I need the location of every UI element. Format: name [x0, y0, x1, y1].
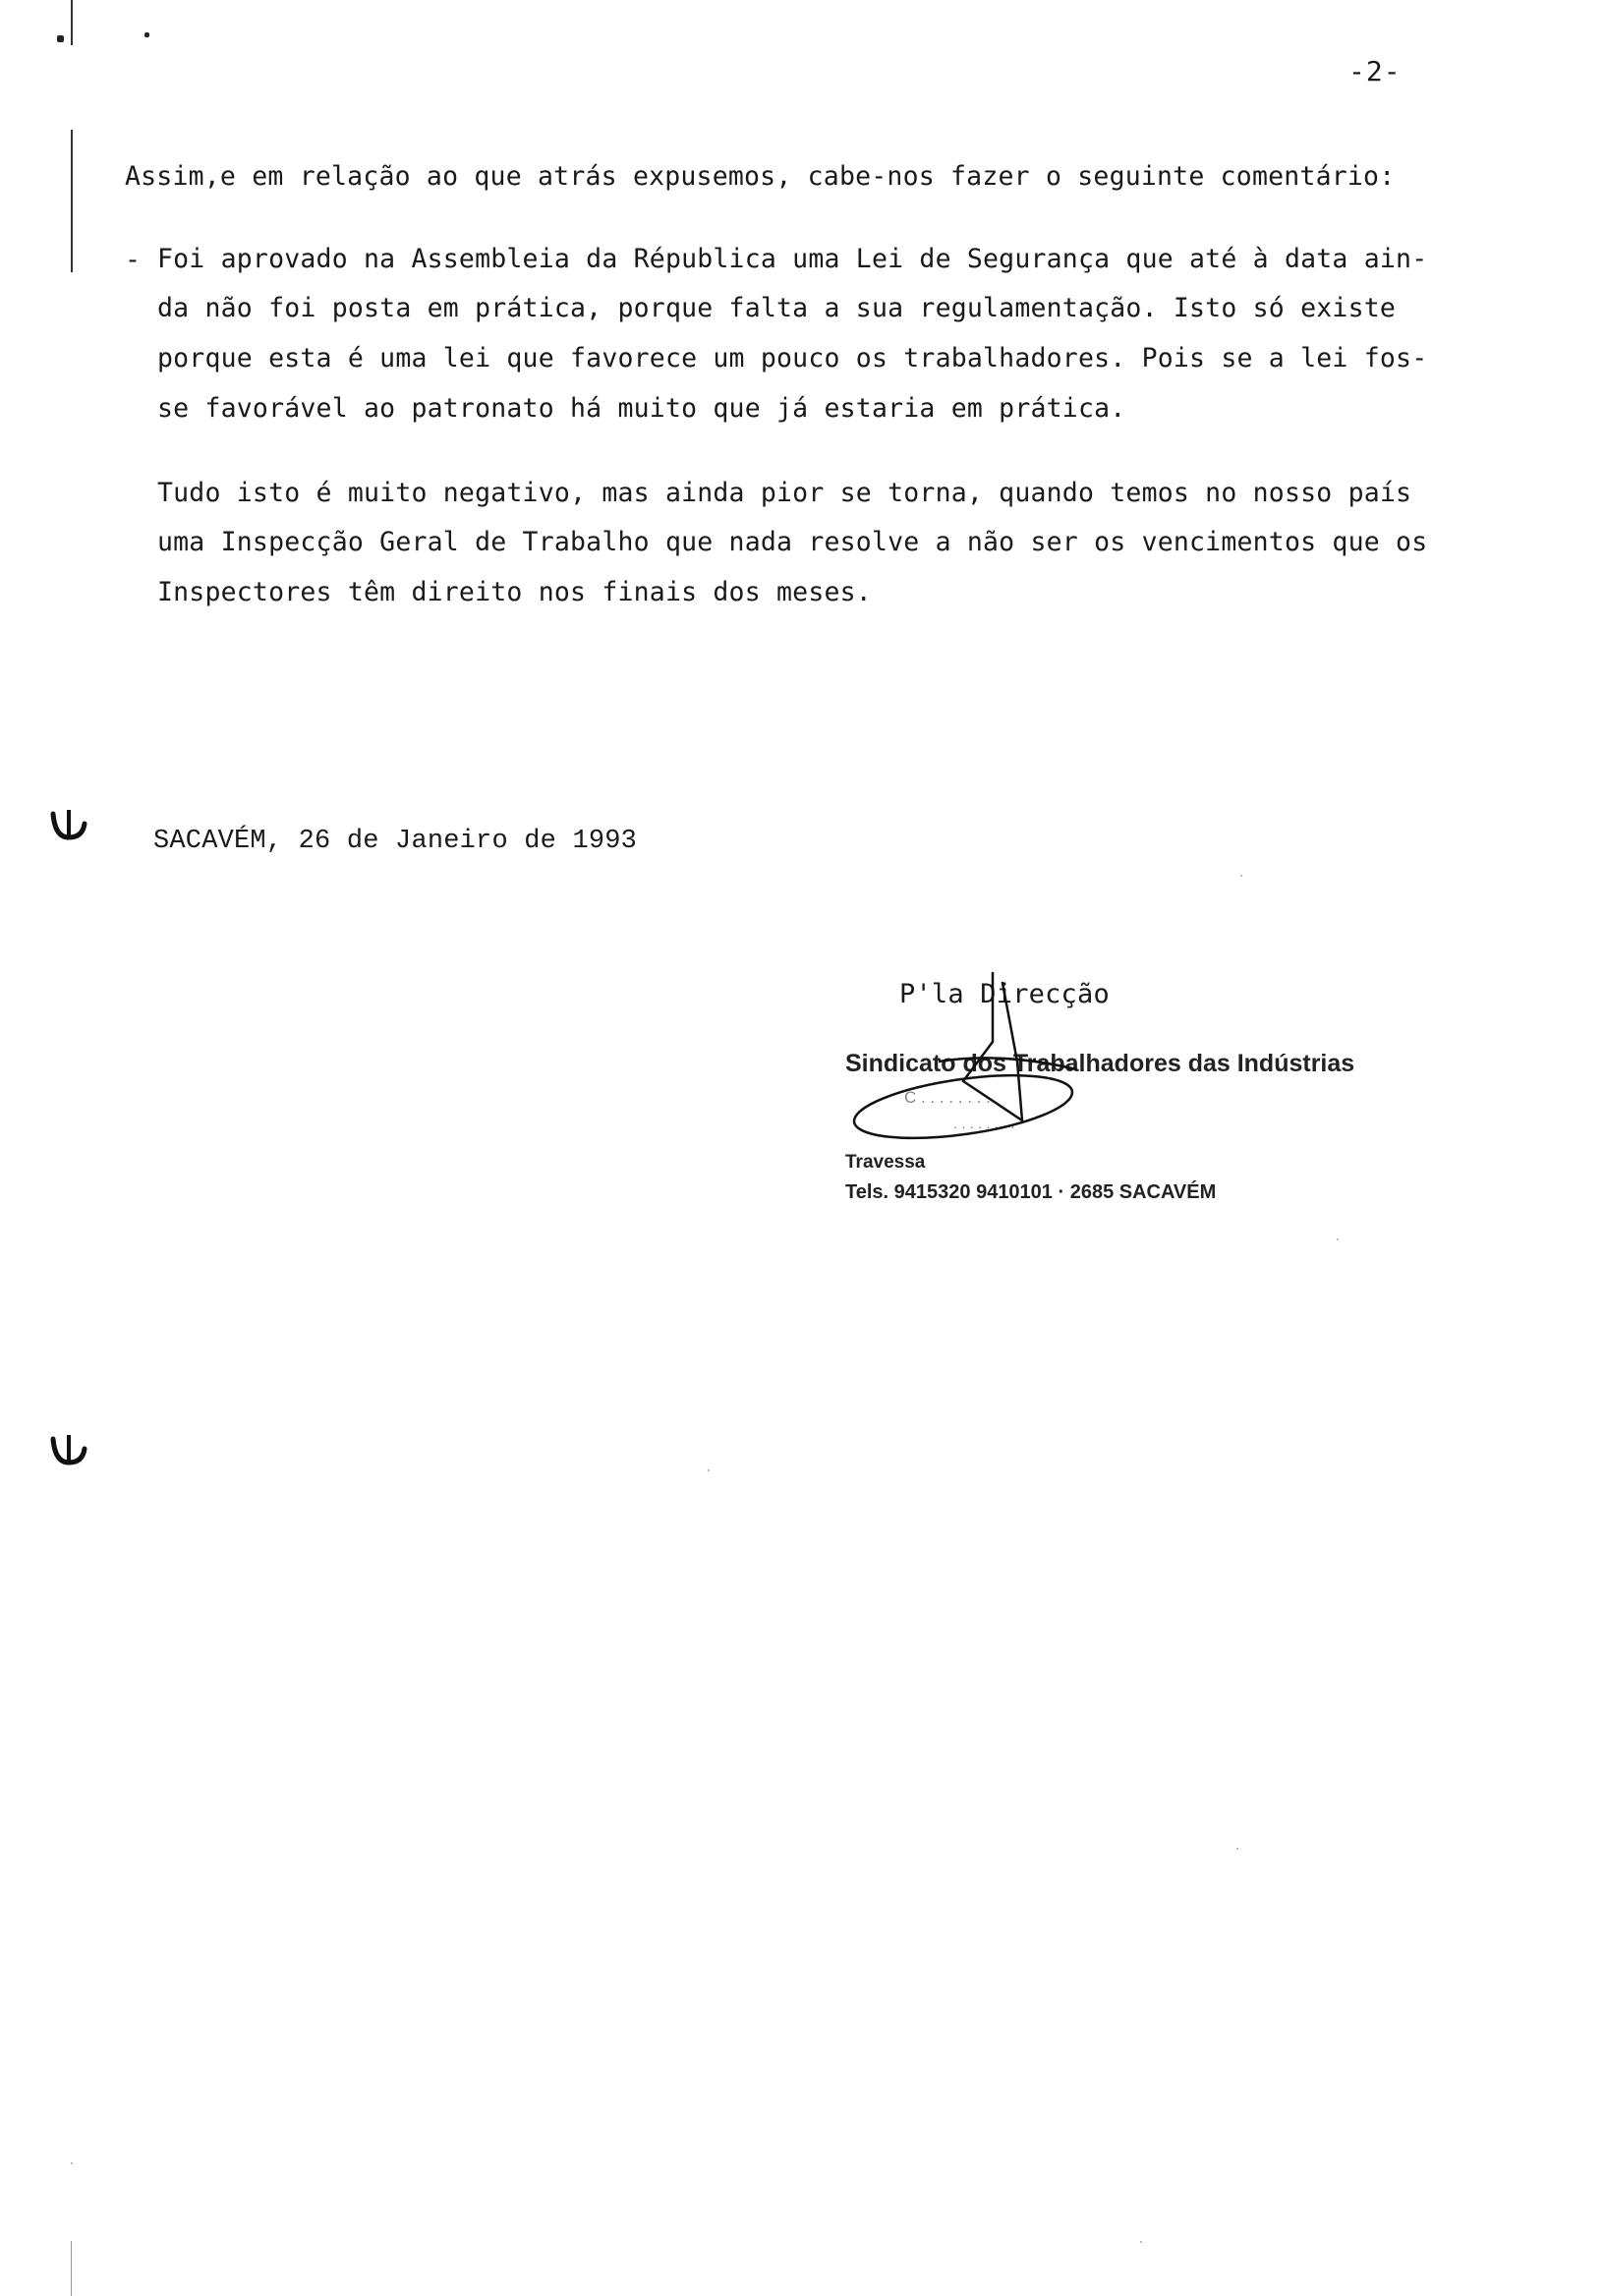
scan-speck: [1236, 1848, 1238, 1850]
scan-speck: [1337, 1238, 1339, 1240]
stamp-line: Sindicato dos Trabalhadores das Indústrias: [845, 1050, 1355, 1077]
scan-speck: [71, 2162, 73, 2164]
date-line: SACAVÉM, 26 de Janeiro de 1993: [153, 827, 638, 856]
paragraph-line: da não foi posta em prática, porque falta a sua regulamentação. Isto só existe: [157, 293, 1397, 323]
stamp-line: Tels. 9415320 9410101 · 2685 SACAVÉM: [845, 1181, 1217, 1203]
margin-line: [71, 0, 73, 45]
stamp-line: Travessa: [845, 1152, 926, 1173]
bullet-dash: -: [125, 245, 141, 275]
punch-hole-mark-icon: [49, 808, 88, 843]
paragraph-line: Foi aprovado na Assembleia da Républica uma Lei de Segurança que até à data ain-: [157, 244, 1428, 274]
scan-dot: [57, 35, 64, 42]
margin-line: [71, 130, 73, 272]
page-number: -2-: [1348, 55, 1402, 87]
union-stamp: [845, 1022, 1355, 1219]
paragraph-line: Inspectores têm direito nos finais dos meses.: [157, 577, 872, 607]
scan-speck: [1240, 875, 1242, 877]
stamp-line-faded: C . . . . . . . .: [904, 1088, 991, 1107]
paragraph-line: porque esta é uma lei que favorece um pouco os trabalhadores. Pois se a lei fos-: [157, 343, 1428, 373]
punch-hole-mark-icon: [49, 1433, 88, 1468]
margin-line: [71, 2241, 72, 2296]
paragraph-line: se favorável ao patronato há muito que já estaria em prática.: [157, 393, 1126, 424]
intro-paragraph: Assim,e em relação ao que atrás expusemos, cabe-nos fazer o seguinte comentário:: [125, 161, 1396, 192]
signature-label: P'la Direcção: [899, 979, 1110, 1009]
paragraph-line: Tudo isto é muito negativo, mas ainda pior se torna, quando temos no nosso país: [157, 478, 1412, 508]
scan-speck: [1140, 2241, 1142, 2243]
paragraph-line: uma Inspecção Geral de Trabalho que nada resolve a não ser os vencimentos que os: [157, 527, 1428, 557]
scan-dot: [144, 32, 149, 37]
stamp-line-faded: . . . . . . . .: [953, 1116, 1015, 1132]
scan-speck: [708, 1469, 710, 1471]
